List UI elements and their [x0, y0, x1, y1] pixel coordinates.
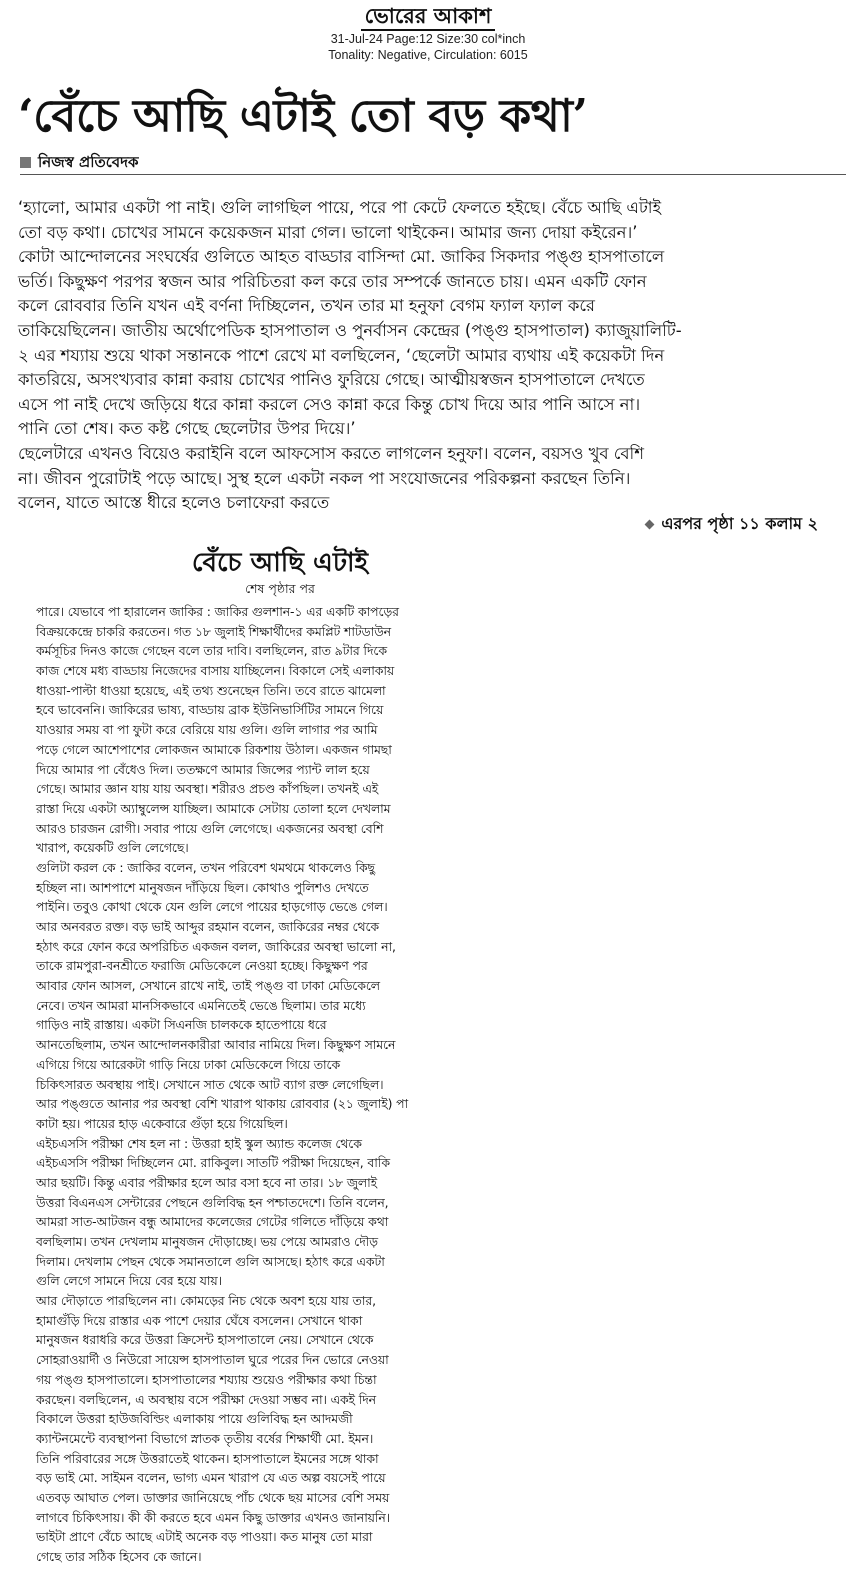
body-line: গেছে তার সঠিক হিসেব কে জানে। — [36, 1549, 202, 1564]
body-line: দিয়ে আমার পা বেঁধেও দিল। ততক্ষণে আমার জিন্সের প্যান্ট লাল হয়ে — [36, 761, 370, 777]
body-line: হঠাৎ করে ফোন করে অপরিচিত একজন বলল, জাকিরের অবস্থা ভালো না, — [36, 938, 396, 954]
body-line: এইচএসসি পরীক্ষা শেষ হল না : উত্তরা হাই স্কুল অ্যান্ড কলেজ থেকে — [36, 1135, 362, 1151]
body-line: গয় পঙ্গু হাসপাতালে। হাসপাতালের শয্যায় শুয়েও পরীক্ষার কথা চিন্তা — [36, 1371, 377, 1387]
body-line: দিলাম। দেখলাম পেছন থেকে সমানতালে গুলি আসছে। হঠাৎ করে একটা — [36, 1253, 385, 1269]
body-line: হচ্ছিল না। আশপাশে মানুষজন দাঁড়িয়ে ছিল। কোথাও পুলিশও দেখতে — [36, 879, 369, 895]
body-line: সোহরাওয়ার্দী ও নিউরো সায়েন্স হাসপাতাল ঘুরে পরের দিন ভোরে নেওয়া — [36, 1352, 389, 1368]
continuation-subheading: শেষ পৃষ্ঠার পর — [245, 581, 315, 596]
body-line: আরও চারজন রোগী। সবার পায়ে গুলি লেগেছে। একজনের অবস্থা বেশি — [36, 820, 384, 836]
body-line: হবে ভাবেননি। জাকিরের ভাষ্য, বাড্ডায় ব্রাক ইউনিভার্সিটির সামনে গিয়ে — [36, 702, 384, 718]
body-line: মানুষজন ধরাধরি করে উত্তরা ক্রিসেন্ট হাসপাতালে নেয়। সেখানে থেকে — [36, 1332, 374, 1348]
body-line: রাস্তা দিয়ে একটা অ্যাম্বুলেন্স যাচ্ছিল। আমাকে সেটায় তোলা হলে দেখলাম — [36, 800, 391, 816]
body-line: এইচএসসি পরীক্ষা দিচ্ছিলেন মো. রাকিবুল। সাতটি পরীক্ষা দিয়েছেন, বাকি — [36, 1155, 390, 1171]
body-line: তিনি পরিবারের সঙ্গে উত্তরাতেই থাকেন। হাসপাতালে ইমনের সঙ্গে থাকা — [36, 1450, 379, 1466]
body-line: আর ছয়টি। কিন্তু এবার পরীক্ষার হলে আর বসা হবে না তার। ১৮ জুলাই — [36, 1174, 377, 1190]
lead-line: পানি তো শেষ। কত কষ্ট গেছে ছেলেটার উপর দিয়ে।’ — [18, 419, 356, 439]
body-line: উত্তরা বিএনএস সেন্টারের পেছনে গুলিবিদ্ধ হন পশ্চাতদেশে। তিনি বলেন, — [36, 1194, 389, 1210]
body-line: এতবড় আঘাত পেল। ডাক্তার জানিয়েছে পাঁচ থেকে ছয় মাসের বেশি সময় — [36, 1489, 390, 1505]
lead-line: ছেলেটারে এখনও বিয়েও করাইনি বলে আফসোস করতে লাগলেন হনুফা। বলেন, বয়সও খুব বেশি — [18, 443, 644, 463]
continuation-body — [36, 602, 566, 1567]
body-line: কর্মসূচির দিনও কাজে গেছেন বলে তার দাবি। বলছিলেন, রাত ৯টার দিকে — [36, 643, 387, 659]
body-line: বড় ভাই মো. সাইমন বলেন, ভাগ্য এমন খারাপ যে এত অল্প বয়সেই পায়ে — [36, 1470, 386, 1486]
body-line: বিকালে উত্তরা হাউজবিল্ডিং এলাকায় পায়ে গুলিবিদ্ধ হন আদমজী — [36, 1411, 353, 1427]
byline-text: নিজস্ব প্রতিবেদক — [38, 153, 139, 171]
clipping-meta-date: 31-Jul-24 Page:12 Size:30 col*inch — [330, 32, 526, 46]
lead-line: ভর্তি। কিছুক্ষণ পরপর স্বজন আর পরিচিতরা কল করে তার সম্পর্কে জানতে চায়। এমন একটি ফোন — [18, 271, 647, 291]
page-jump-reference — [646, 514, 818, 534]
body-line: হামাগুঁড়ি দিয়ে রাস্তার এক পাশে দেয়ার ঘেঁষে বসলেন। সেখানে থাকা — [36, 1312, 363, 1328]
diamond-icon — [645, 520, 655, 530]
body-line: ধাওয়া-পাল্টা ধাওয়া হয়েছে, এই তথ্য শুনেছেন তিনি। তবে রাতে ঝামেলা — [36, 682, 386, 698]
body-line: আমরা সাত-আটজন বন্ধু আমাদের কলেজের গেটের গলিতে দাঁড়িয়ে কথা — [36, 1214, 389, 1230]
lead-line: কোটা আন্দোলনের সংঘর্ষের গুলিতে আহত বাড্ডার বাসিন্দা মো. জাকির সিকদার পঙ্গু হাসপাতালে — [18, 247, 665, 267]
body-line: আর পঙ্গুতে আনার পর অবস্থা বেশি খারাপ থাকায় রোববার (২১ জুলাই) পা — [36, 1096, 409, 1112]
body-line: গেছে। আমার জ্ঞান যায় যায় অবস্থা। শরীরও প্রচণ্ড কাঁপছিল। তখনই এই — [36, 781, 379, 797]
body-line: পড়ে গেলে আশেপাশের লোকজন আমাকে রিকশায় উঠাল। একজন গামছা — [36, 741, 392, 757]
body-line: নেবে। তখন আমরা মানসিকভাবে এমনিতেই ভেঙে ছিলাম। তার মধ্যে — [36, 997, 366, 1013]
byline-square-icon — [20, 157, 31, 168]
body-line: গুলি লেগে সামনে দিয়ে বের হয়ে যায়। — [36, 1273, 222, 1289]
body-line: পাইনি। তবুও কোথা থেকে যেন গুলি লেগে পায়ের হাড়গোড় ভেঙে গেল। — [36, 899, 388, 915]
lead-line: কলে রোববার তিনি যখন এই বর্ণনা দিচ্ছিলেন, তখন তার মা হনুফা বেগম ফ্যাল ফ্যাল করে — [18, 296, 595, 316]
body-line: গুলিটা করল কে : জাকির বলেন, তখন পরিবেশ থমথমে থাকলেও কিছু — [36, 859, 375, 875]
body-line: খারাপ, কয়েকটি গুলি লেগেছে। — [36, 840, 189, 856]
continuation-heading: বেঁচে আছি এটাই — [191, 548, 369, 578]
body-line: আর অনবরত রক্ত। বড় ভাই আব্দুর রহমান বলেন, জাকিরের নম্বর থেকে — [36, 919, 380, 934]
byline — [20, 152, 846, 175]
lead-line: এসে পা নাই দেখে জড়িয়ে ধরে কান্না করলে সেও কান্না করে কিন্তু চোখ দিয়ে আর পানি আসে না। — [18, 394, 641, 414]
body-line: তাকে রামপুরা-বনশ্রীতে ফরাজি মেডিকেলে নেওয়া হচ্ছে। কিছুক্ষণ পর — [36, 958, 368, 974]
lead-paragraphs — [18, 196, 828, 516]
body-line: ভাইটা প্রাণে বেঁচে আছে এটাই অনেক বড় পাওয়া। কত মানুষ তো মারা — [36, 1529, 373, 1545]
body-line: কাজ শেষে মধ্য বাড্ডায় নিজেদের বাসায় যাচ্ছিলেন। বিকালে সেই এলাকায় — [36, 663, 395, 679]
body-line: আবার ফোন আসল, সেখানে রাখে নাই, তাই পঙ্গু বা ঢাকা মেডিকেলে — [36, 978, 380, 994]
article-headline: ‘বেঁচে আছি এটাই তো বড় কথা’ — [18, 89, 588, 142]
lead-line: ‘হ্যালো, আমার একটা পা নাই। গুলি লাগছিল পায়ে, পরে পা কেটে ফেলতে হইছে। বেঁচে আছি এটাই — [18, 198, 662, 217]
lead-line: তাকিয়েছিলেন। জাতীয় অর্থোপেডিক হাসপাতাল ও পুনর্বাসন কেন্দ্রের (পঙ্গু হাসপাতাল) ক্যাজুয়ালিটি- — [18, 320, 682, 340]
lead-line: বলেন, যাতে আস্তে ধীরে হলেও চলাফেরা করতে — [18, 493, 330, 513]
jump-label: এরপর পৃষ্ঠা ১১ কলাম ২ — [661, 514, 818, 533]
body-line: পারে। যেভাবে পা হারালেন জাকির : জাকির গুলশান-১ এর একটি কাপড়ের — [36, 604, 399, 619]
body-line: কাটা হয়। পায়ের হাড় একেবারে গুঁড়া হয়ে গিয়েছিল। — [36, 1115, 288, 1131]
body-line: বিক্রয়কেন্দ্রে চাকরি করতেন। গত ১৮ জুলাই শিক্ষার্থীদের কমপ্লিট শাটডাউন — [36, 623, 391, 639]
lead-line: তো বড় কথা। চোখের সামনে কয়েকজন মারা গেল। ভালো থাইকেন। আমার জন্য দোয়া কইরেন।’ — [18, 222, 638, 242]
body-line: আনতেছিলাম, তখন আন্দোলনকারীরা আবার নামিয়ে দিল। কিছুক্ষণ সামনে — [36, 1037, 396, 1053]
clipping-meta-tonality: Tonality: Negative, Circulation: 6015 — [328, 48, 528, 62]
lead-line: কাতরিয়ে, অসংখ্যবার কান্না করায় চোখের পানিও ফুরিয়ে গেছে। আত্মীয়স্বজন হাসপাতালে দেখতে — [18, 370, 645, 390]
body-line: আর দৌড়াতে পারছিলেন না। কোমড়ের নিচ থেকে অবশ হয়ে যায় তার, — [36, 1293, 376, 1309]
lead-line: ২ এর শয্যায় শুয়ে থাকা সন্তানকে পাশে রেখে মা বলছিলেন, ‘ছেলেটা আমার ব্যথায় এই কয়েকটা দিন — [18, 345, 665, 365]
body-line: বলছিলাম। তখন দেখলাম মানুষজন দৌড়াচ্ছে। ভয় পেয়ে আমরাও দৌড় — [36, 1234, 378, 1249]
body-line: যাওয়ার সময় বা পা ফুটা করে বেরিয়ে যায় গুলি। গুলি লাগার পর আমি — [36, 722, 378, 738]
body-line: ক্যান্টনমেন্টে ব্যবস্থাপনা বিভাগে স্নাতক তৃতীয় বর্ষের শিক্ষার্থী মো. ইমন। — [36, 1430, 374, 1446]
newspaper-logo: ভোরের আকাশ — [361, 4, 496, 31]
body-line: লাগবে চিকিৎসায়। কী কী করতে হবে এমন কিছু ডাক্তার এখনও জানায়নি। — [36, 1509, 391, 1525]
body-line: চিকিৎসারত অবস্থায় পাই। সেখানে সাত থেকে আট ব্যাগ রক্ত লেগেছিল। — [36, 1076, 384, 1092]
lead-line: না। জীবন পুরোটাই পড়ে আছে। সুস্থ হলে একটা নকল পা সংযোজনের পরিকল্পনা করছেন তিনি। — [18, 468, 631, 488]
body-line: এগিয়ে গিয়ে আরেকটা গাড়ি নিয়ে ঢাকা মেডিকেলে গিয়ে তাকে — [36, 1056, 341, 1072]
masthead — [0, 4, 856, 63]
body-line: করছেন। বলছিলেন, এ অবস্থায় বসে পরীক্ষা দেওয়া সম্ভব না। একই দিন — [36, 1391, 376, 1407]
body-line: গাড়িও নাই রাস্তায়। একটা সিএনজি চালককে হাতেপায়ে ধরে — [36, 1017, 327, 1033]
